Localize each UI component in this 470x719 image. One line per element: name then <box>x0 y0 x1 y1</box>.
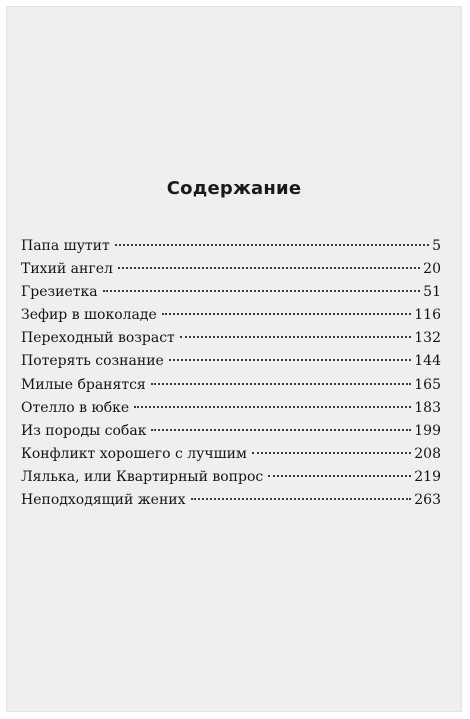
toc-entry <box>21 304 441 327</box>
toc-entry-title: Зефир в шоколаде <box>21 307 157 324</box>
dot-leader <box>162 313 411 315</box>
dot-leader <box>118 267 420 269</box>
toc-entry <box>21 397 441 420</box>
table-of-contents <box>21 235 441 512</box>
toc-entry <box>21 235 441 258</box>
toc-entry-title: Тихий ангел <box>21 261 113 278</box>
toc-entry <box>21 489 441 512</box>
toc-page-number: 116 <box>414 307 441 324</box>
dot-leader <box>180 336 411 338</box>
toc-entry-title: Из породы собак <box>21 422 147 439</box>
toc-page-number: 132 <box>414 330 441 347</box>
toc-entry-title: Грезиетка <box>21 284 98 301</box>
toc-entry <box>21 374 441 397</box>
dot-leader <box>252 452 411 454</box>
toc-entry <box>21 327 441 350</box>
toc-page-number: 165 <box>414 376 441 393</box>
toc-entry <box>21 466 441 489</box>
book-page <box>6 6 462 712</box>
toc-page-number: 183 <box>414 399 441 416</box>
toc-page-number: 20 <box>423 261 441 278</box>
contents-heading: Содержание <box>166 178 302 199</box>
toc-entry <box>21 420 441 443</box>
dot-leader <box>134 406 411 408</box>
toc-entry-title: Потерять сознание <box>21 353 164 370</box>
dot-leader <box>151 383 412 385</box>
dot-leader <box>268 475 411 477</box>
toc-page-number: 144 <box>414 353 441 370</box>
toc-entry-title: Отелло в юбке <box>21 399 130 416</box>
toc-page-number: 208 <box>414 445 441 462</box>
dot-leader <box>191 498 412 500</box>
toc-page-number: 219 <box>414 468 441 485</box>
toc-entry-title: Милые бранятся <box>21 376 146 393</box>
toc-entry-title: Папа шутит <box>21 238 110 254</box>
toc-page-number: 199 <box>414 422 441 439</box>
toc-entry <box>21 350 441 373</box>
toc-entry-title: Переходный возраст <box>21 330 175 347</box>
toc-page-number: 263 <box>414 492 441 509</box>
dot-leader <box>151 429 411 431</box>
toc-entry <box>21 258 441 281</box>
toc-entry <box>21 281 441 304</box>
dot-leader <box>115 244 429 246</box>
dot-leader <box>103 290 421 292</box>
toc-page-number: 51 <box>423 284 441 301</box>
toc-page-number: 5 <box>432 238 441 254</box>
toc-entry-title: Неподходящий жених <box>21 492 186 509</box>
toc-entry-title: Конфликт хорошего с лучшим <box>21 445 247 462</box>
toc-entry-title: Лялька, или Квартирный вопрос <box>21 468 264 485</box>
toc-entry <box>21 443 441 466</box>
dot-leader <box>169 359 411 361</box>
